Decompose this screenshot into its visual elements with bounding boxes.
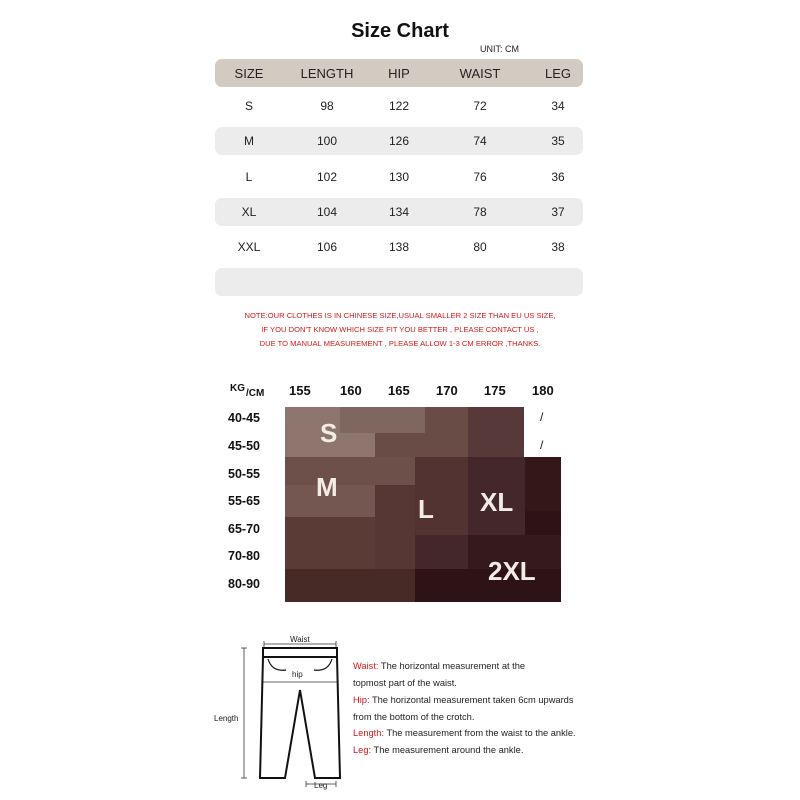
cell-waist: 80 <box>473 240 487 254</box>
cell-hip: 122 <box>388 99 410 113</box>
cell-waist: 76 <box>473 170 487 184</box>
cell-length: 106 <box>316 240 338 254</box>
cell-waist: 74 <box>473 134 487 148</box>
cell-hip: 130 <box>388 170 410 184</box>
header-waist: WAIST <box>459 65 501 81</box>
size-tag-m: M <box>316 472 338 502</box>
table-row-empty <box>215 268 583 296</box>
desc-text: The measurement around the ankle. <box>371 745 524 755</box>
table-row <box>215 233 583 261</box>
height-label: 160 <box>340 383 362 398</box>
weight-label: 65-70 <box>228 522 260 536</box>
header-leg: LEG <box>544 65 571 81</box>
desc-text: The horizontal measurement at the <box>378 661 526 671</box>
length-label: Length <box>214 714 239 723</box>
height-label: 175 <box>484 383 506 398</box>
weight-label: 40-45 <box>228 411 260 425</box>
desc-key: Waist: <box>353 661 379 671</box>
waist-label: Waist <box>290 635 310 644</box>
table-header-row <box>215 59 583 87</box>
pants-outline-icon <box>230 632 350 792</box>
table-row <box>215 127 583 155</box>
cell-size: S <box>244 99 253 113</box>
waist-description-cont: topmost part of the waist. <box>353 678 457 688</box>
header-size: SIZE <box>234 65 264 81</box>
desc-text: The measurement from the waist to the ankle. <box>384 728 576 738</box>
desc-text: The horizontal measurement taken 6cm upwards <box>369 695 574 705</box>
note-line: NOTE:OUR CLOTHES IS IN CHINESE SIZE,USUAL SMALLER 2 SIZE THAN EU US SIZE, <box>244 311 556 320</box>
size-block-m <box>425 407 468 433</box>
size-block-s <box>340 407 425 433</box>
height-label: 165 <box>388 383 410 398</box>
weight-label: 70-80 <box>228 549 260 563</box>
cell-leg: 36 <box>551 170 565 184</box>
cell-size: XXL <box>237 240 261 254</box>
cell-length: 100 <box>316 134 338 148</box>
size-block-xxl <box>525 511 561 535</box>
hip-label: hip <box>292 670 303 679</box>
waist-description <box>353 661 525 671</box>
height-label: 170 <box>436 383 458 398</box>
cell-waist: 72 <box>473 99 487 113</box>
table-row <box>215 198 583 226</box>
cell-size: L <box>245 170 253 184</box>
header-hip: HIP <box>388 65 410 81</box>
cell-leg: 35 <box>551 134 565 148</box>
cell-length: 104 <box>316 205 338 219</box>
size-block-l <box>468 407 524 457</box>
unit-label: UNIT: CM <box>480 44 519 54</box>
unavailable-mark: / <box>540 410 544 424</box>
cell-hip: 134 <box>388 205 410 219</box>
size-block-xl <box>525 457 561 511</box>
size-tag-l: L <box>418 494 434 524</box>
cell-waist: 78 <box>473 205 487 219</box>
cell-length: 98 <box>320 99 334 113</box>
cell-hip: 126 <box>388 134 410 148</box>
table-row <box>215 163 583 191</box>
cell-size: XL <box>241 205 257 219</box>
leg-label: Leg <box>314 781 328 790</box>
cell-leg: 38 <box>551 240 565 254</box>
weight-label: 55-65 <box>228 494 260 508</box>
size-block-xl <box>415 535 468 569</box>
unavailable-mark: / <box>540 438 544 452</box>
note-line: IF YOU DON'T KNOW WHICH SIZE FIT YOU BETTER , PLEASE CONTACT US , <box>261 325 539 334</box>
desc-key: Leg: <box>353 745 372 755</box>
size-block-m <box>375 433 468 457</box>
cell-hip: 138 <box>388 240 410 254</box>
cell-size: M <box>244 134 254 148</box>
note-line: DUE TO MANUAL MEASUREMENT , PLEASE ALLOW 1-3 CM ERROR ,THANKS. <box>259 339 541 348</box>
table-row <box>215 92 583 120</box>
corner-label-cm: /CM <box>246 388 265 399</box>
size-block-l <box>375 485 415 569</box>
height-label: 180 <box>532 383 554 398</box>
length-description <box>353 728 576 738</box>
page-title: Size Chart <box>351 20 449 42</box>
size-tag-2xl: 2XL <box>488 556 536 586</box>
size-block-xl <box>285 569 415 602</box>
cell-leg: 37 <box>551 205 565 219</box>
cell-leg: 34 <box>551 99 565 113</box>
size-tag-s: S <box>320 418 338 448</box>
weight-label: 80-90 <box>228 577 260 591</box>
cell-length: 102 <box>316 170 338 184</box>
height-label: 155 <box>289 383 311 398</box>
weight-label: 45-50 <box>228 439 260 453</box>
corner-label-kg: KG <box>230 383 245 394</box>
size-note <box>0 309 800 351</box>
weight-label: 50-55 <box>228 467 260 481</box>
hip-description <box>353 695 574 705</box>
desc-key: Length: <box>353 728 385 738</box>
hip-description-cont: from the bottom of the crotch. <box>353 712 475 722</box>
leg-description <box>353 745 523 755</box>
desc-key: Hip: <box>353 695 370 705</box>
header-length: LENGTH <box>300 65 354 81</box>
size-tag-xl: XL <box>480 487 514 517</box>
